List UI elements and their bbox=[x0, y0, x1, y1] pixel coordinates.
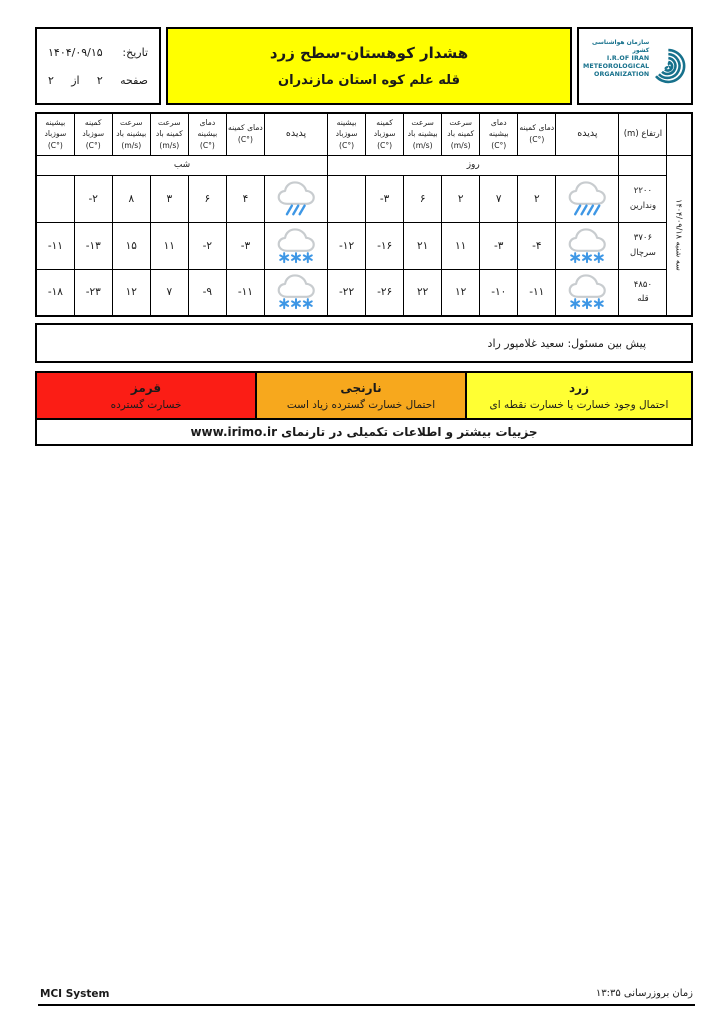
night-tmin-cell: ۴ bbox=[226, 175, 264, 222]
altitude-subheader-empty bbox=[619, 155, 667, 175]
col-header-day-chillmin: کمینه سوزباد (°C) bbox=[366, 113, 404, 155]
rain-icon bbox=[564, 177, 610, 217]
col-header-day-tmax: دمای بیشینه (°C) bbox=[480, 113, 518, 155]
night-tmax-cell: -۹ bbox=[188, 269, 226, 316]
forecast-table-section bbox=[35, 112, 693, 317]
night-phenomenon-cell bbox=[264, 222, 327, 269]
logo-box bbox=[577, 27, 693, 105]
night-tmin-cell: -۳ bbox=[226, 222, 264, 269]
legend-orange-desc: احتمال خسارت گسترده زیاد است bbox=[286, 398, 436, 411]
legend-yellow bbox=[465, 371, 693, 420]
night-section-label: شب bbox=[36, 155, 328, 175]
date-box bbox=[35, 27, 161, 105]
night-wmin-cell: ۳ bbox=[150, 175, 188, 222]
footer-divider bbox=[38, 1004, 695, 1006]
website-note bbox=[35, 418, 693, 446]
footer-update-time: زمان بروزرسانی ۱۳:۳۵ bbox=[595, 988, 693, 999]
night-chillmax-cell: -۱۱ bbox=[36, 222, 74, 269]
day-tmax-cell: -۱۰ bbox=[480, 269, 518, 316]
date-label: تاریخ: bbox=[122, 45, 148, 59]
legend-orange-name: نارنجی bbox=[340, 380, 382, 395]
night-wmin-cell: ۷ bbox=[150, 269, 188, 316]
night-tmin-cell: -۱۱ bbox=[226, 269, 264, 316]
met-org-spiral-logo-icon bbox=[650, 37, 687, 95]
night-phenomenon-cell bbox=[264, 269, 327, 316]
legend-red bbox=[35, 371, 257, 420]
date-col-header bbox=[667, 113, 692, 155]
weekday-date: سه شنبه ۱۴۰۴/۰۹/۱۸ bbox=[674, 199, 684, 272]
warning-legend bbox=[35, 371, 693, 420]
forecast-table bbox=[35, 112, 693, 317]
legend-yellow-name: زرد bbox=[569, 380, 589, 395]
day-tmax-cell: ۷ bbox=[480, 175, 518, 222]
org-name-en-1: I.R.OF IRAN bbox=[606, 54, 650, 62]
org-name-en-3: ORGANIZATION bbox=[594, 70, 650, 78]
day-wmin-cell: ۱۲ bbox=[442, 269, 480, 316]
legend-red-name: قرمز bbox=[130, 380, 162, 395]
col-header-night-chillmax: بیشینه سوزباد (°C) bbox=[36, 113, 74, 155]
snow-icon bbox=[564, 224, 610, 264]
day-chillmin-cell: -۲۶ bbox=[366, 269, 404, 316]
night-wmin-cell: ۱۱ bbox=[150, 222, 188, 269]
altitude-header: ارتفاع (m) bbox=[619, 113, 667, 155]
day-chillmax-cell: -۱۲ bbox=[328, 222, 366, 269]
legend-orange bbox=[255, 371, 467, 420]
night-chillmin-cell: -۱۳ bbox=[74, 222, 112, 269]
forecaster-box bbox=[35, 323, 693, 363]
page-indicator: صفحه ۲ از ۲ bbox=[48, 73, 148, 87]
legend-red-desc: خسارت گسترده bbox=[110, 398, 182, 411]
header bbox=[35, 27, 693, 105]
warning-subtitle: قله علم کوه استان مازندران bbox=[278, 73, 460, 88]
night-phenomenon-cell bbox=[264, 175, 327, 222]
altitude-cell: ۳۷۰۶ سرچال bbox=[619, 222, 667, 269]
weekday-date-cell bbox=[667, 155, 692, 316]
night-wmax-cell: ۸ bbox=[112, 175, 150, 222]
warning-title-box bbox=[166, 27, 572, 105]
night-chillmax-cell bbox=[36, 175, 74, 222]
phenomenon-header-day: پدیده bbox=[556, 113, 619, 155]
night-wmax-cell: ۱۵ bbox=[112, 222, 150, 269]
altitude-cell: ۲۲۰۰ وندارین bbox=[619, 175, 667, 222]
table-row bbox=[36, 222, 692, 269]
col-header-night-tmin: دمای کمینه (°C) bbox=[226, 113, 264, 155]
day-wmin-cell: ۱۱ bbox=[442, 222, 480, 269]
rain-icon bbox=[273, 177, 319, 217]
night-tmax-cell: -۲ bbox=[188, 222, 226, 269]
night-chillmin-cell: -۲ bbox=[74, 175, 112, 222]
altitude-cell: ۴۸۵۰ قله bbox=[619, 269, 667, 316]
day-chillmin-cell: -۱۶ bbox=[366, 222, 404, 269]
day-chillmin-cell: -۳ bbox=[366, 175, 404, 222]
col-header-night-wmax: سرعت بیشینه باد (m/s) bbox=[112, 113, 150, 155]
day-section-label: روز bbox=[328, 155, 619, 175]
phenomenon-header-night: پدیده bbox=[264, 113, 327, 155]
day-tmin-cell: -۴ bbox=[518, 222, 556, 269]
day-wmax-cell: ۲۲ bbox=[404, 269, 442, 316]
day-wmin-cell: ۲ bbox=[442, 175, 480, 222]
day-chillmax-cell: -۲۲ bbox=[328, 269, 366, 316]
col-header-day-tmin: دمای کمینه (°C) bbox=[518, 113, 556, 155]
col-header-night-chillmin: کمینه سوزباد (°C) bbox=[74, 113, 112, 155]
website-line: جزییات بیشتر و اطلاعات تکمیلی در تارنمای www.irimo.ir bbox=[190, 425, 538, 439]
org-name-en-2: METEOROLOGICAL bbox=[583, 62, 650, 70]
day-chillmax-cell bbox=[328, 175, 366, 222]
snow-icon bbox=[273, 224, 319, 264]
day-phenomenon-cell bbox=[556, 269, 619, 316]
day-tmin-cell: ۲ bbox=[518, 175, 556, 222]
day-wmax-cell: ۶ bbox=[404, 175, 442, 222]
day-wmax-cell: ۲۱ bbox=[404, 222, 442, 269]
day-phenomenon-cell bbox=[556, 175, 619, 222]
col-header-night-wmin: سرعت کمینه باد (m/s) bbox=[150, 113, 188, 155]
forecaster-line: پیش بین مسئول: سعید غلامپور راد bbox=[487, 336, 646, 350]
col-header-night-tmax: دمای بیشینه (°C) bbox=[188, 113, 226, 155]
day-tmin-cell: -۱۱ bbox=[518, 269, 556, 316]
night-chillmin-cell: -۲۳ bbox=[74, 269, 112, 316]
table-row bbox=[36, 269, 692, 316]
snow-icon bbox=[564, 270, 610, 310]
table-row bbox=[36, 175, 692, 222]
day-phenomenon-cell bbox=[556, 222, 619, 269]
night-wmax-cell: ۱۲ bbox=[112, 269, 150, 316]
footer-system-label: MCI System bbox=[40, 988, 110, 1000]
snow-icon bbox=[273, 270, 319, 310]
col-header-day-chillmax: بیشینه سوزباد (°C) bbox=[328, 113, 366, 155]
col-header-day-wmin: سرعت کمینه باد (m/s) bbox=[442, 113, 480, 155]
date-value: ۱۴۰۴/۰۹/۱۵ bbox=[48, 45, 103, 59]
org-name-fa: سازمان هواشناسی کشور bbox=[591, 39, 650, 54]
day-tmax-cell: -۳ bbox=[480, 222, 518, 269]
warning-title: هشدار کوهستان-سطح زرد bbox=[269, 44, 469, 62]
org-name-block bbox=[583, 32, 649, 100]
night-tmax-cell: ۶ bbox=[188, 175, 226, 222]
col-header-day-wmax: سرعت بیشینه باد (m/s) bbox=[404, 113, 442, 155]
night-chillmax-cell: -۱۸ bbox=[36, 269, 74, 316]
legend-yellow-desc: احتمال وجود خسارت یا خسارت نقطه ای bbox=[489, 398, 669, 411]
